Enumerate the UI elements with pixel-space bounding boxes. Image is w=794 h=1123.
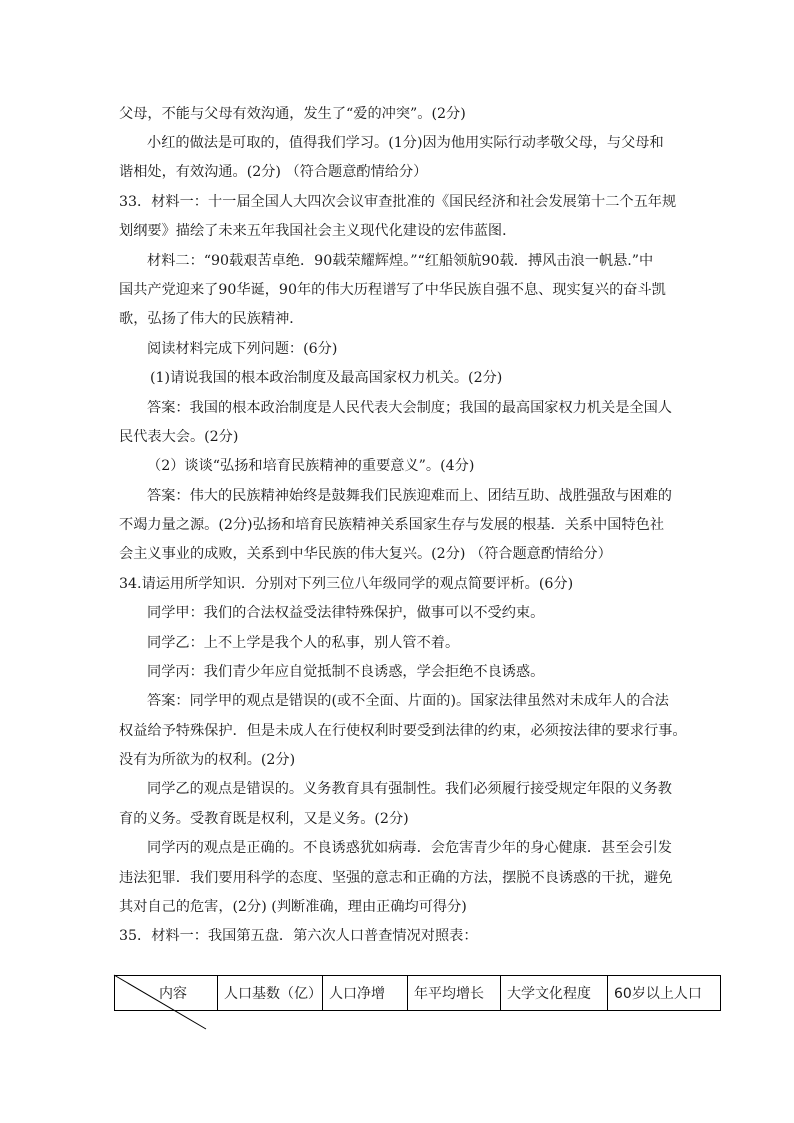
table-header-cell: 大学文化程度 bbox=[501, 976, 608, 1011]
table-diagonal-line bbox=[114, 975, 214, 1035]
text-line: 不竭力量之源。(2分)弘扬和培育民族精神关系国家生存与发展的根基．关系中国特色社 bbox=[119, 517, 665, 533]
text-line: 育的义务。受教育既是权利，又是义务。(2分) bbox=[119, 811, 409, 827]
text-line: 小红的做法是可取的，值得我们学习。(1分)因为他用实际行动孝敬父母，与父母和 bbox=[147, 135, 664, 151]
question-35-line: 35．材料一：我国第五盘．第六次人口普查情况对照表： bbox=[119, 928, 478, 944]
text-line: 同学甲：我们的合法权益受法律特殊保护，做事可以不受约束。 bbox=[147, 605, 545, 621]
answer-line: 答案：伟大的民族精神始终是鼓舞我们民族迎难而上、团结互助、战胜强敌与困难的 bbox=[147, 488, 672, 504]
text-line: 材料二：“90载艰苦卓绝．90载荣耀辉煌。”“红船领航90载．搏风击浪一帆悬.”中 bbox=[147, 253, 654, 269]
text-line: 同学丙的观点是正确的。不良诱惑犹如病毒．会危害青少年的身心健康．甚至会引发 bbox=[147, 840, 672, 856]
table-header-cell: 年平均增长 bbox=[408, 976, 501, 1011]
table-header-cell: 60岁以上人口 bbox=[608, 976, 721, 1011]
question-34-line: 34.请运用所学知识．分别对下列三位八年级同学的观点简要评析。(6分) bbox=[119, 576, 574, 592]
text-line: 同学丙：我们青少年应自觉抵制不良诱惑，学会拒绝不良诱惑。 bbox=[147, 664, 545, 680]
text-line: 违法犯罪．我们要用科学的态度、坚强的意志和正确的方法，摆脱不良诱惑的干扰，避免 bbox=[119, 870, 673, 886]
text-line: 谐相处，有效沟通。(2分) （符合题意酌情给分） bbox=[119, 164, 428, 180]
table-header-cell: 人口基数（亿） bbox=[218, 976, 323, 1011]
text-line: （2）谈谈“弘扬和培育民族精神的重要意义”。(4分) bbox=[147, 458, 475, 474]
answer-line: 答案：同学甲的观点是错误的(或不全面、片面的)。国家法律虽然对未成年人的合法 bbox=[147, 693, 669, 709]
table-header-cell: 内容 bbox=[115, 976, 218, 1011]
text-line: 权益给予特殊保护．但是未成人在行使权利时要受到法律的约束，必须按法律的要求行事。 bbox=[119, 723, 687, 739]
text-line: 国共产党迎来了90华诞，90年的伟大历程谱写了中华民族自强不息、现实复兴的奋斗凯 bbox=[119, 282, 666, 298]
text-line: 没有为所欲为的权利。(2分) bbox=[119, 752, 296, 768]
text-line: 同学乙的观点是错误的。义务教育具有强制性。我们必须履行接受规定年限的义务教 bbox=[147, 781, 672, 797]
text-line: 划纲要》描绘了未来五年我国社会主义现代化建设的宏伟蓝图． bbox=[119, 223, 517, 239]
text-line: 同学乙：上不上学是我个人的私事，别人管不着。 bbox=[147, 635, 460, 651]
text-line: (1)请说我国的根本政治制度及最高国家权力机关。(2分) bbox=[150, 370, 503, 386]
text-line: 阅读材料完成下列问题：(6分) bbox=[147, 341, 338, 357]
text-line: 歌，弘扬了伟大的民族精神． bbox=[119, 311, 304, 327]
text-line: 其对自己的危害，(2分) (判断准确，理由正确均可得分) bbox=[119, 899, 467, 915]
question-33-line: 33．材料一：十一届全国人大四次会议审查批准的《国民经济和社会发展第十二个五年规 bbox=[119, 194, 677, 210]
text-line: 父母，不能与父母有效沟通，发生了“爱的冲突”。(2分) bbox=[119, 106, 466, 122]
text-line: 民代表大会。(2分) bbox=[119, 429, 239, 445]
text-line: 会主义事业的成败，关系到中华民族的伟大复兴。(2分) （符合题意酌情给分） bbox=[119, 546, 612, 562]
answer-line: 答案：我国的根本政治制度是人民代表大会制度；我国的最高国家权力机关是全国人 bbox=[147, 400, 672, 416]
table-header-cell: 人口净增 bbox=[323, 976, 408, 1011]
